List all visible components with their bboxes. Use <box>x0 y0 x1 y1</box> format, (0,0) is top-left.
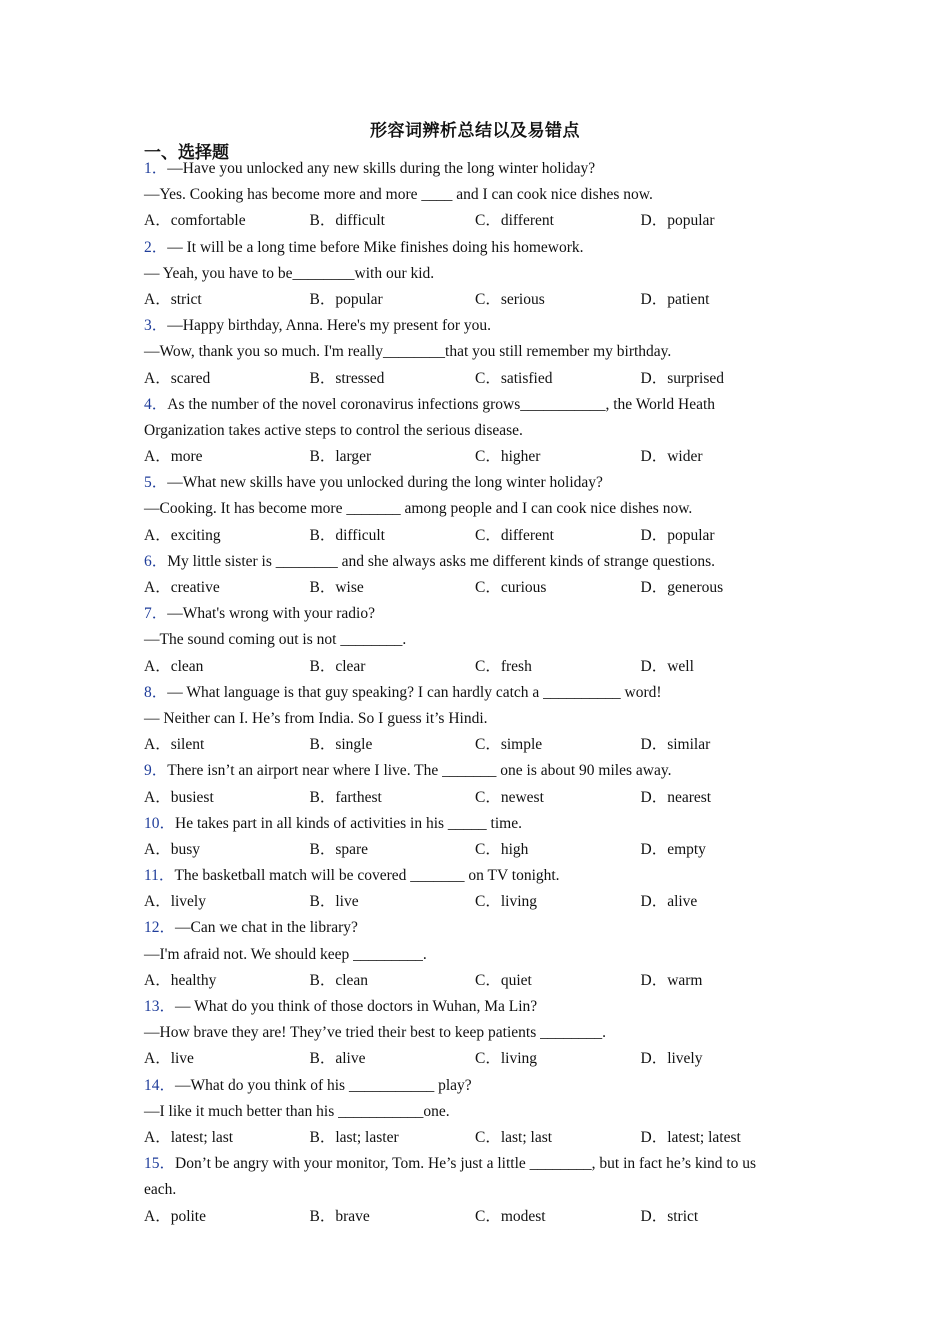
answer-option-a[interactable]: A．clean <box>144 657 204 675</box>
answer-options <box>144 287 824 313</box>
question-stem <box>144 313 824 339</box>
page-title: 形容词辨析总结以及易错点 <box>370 121 580 141</box>
question-line <box>144 1177 824 1203</box>
answer-option-b[interactable]: B．brave <box>309 1207 370 1225</box>
answer-options <box>144 1046 824 1072</box>
question-number: 3． <box>144 317 168 335</box>
question-line <box>144 182 824 208</box>
answer-option-b[interactable]: B．stressed <box>309 369 385 387</box>
answer-option-b[interactable]: B．wise <box>309 579 364 596</box>
question-stem <box>144 549 824 575</box>
question-number: 14． <box>144 1076 176 1094</box>
answer-option-d[interactable]: D．popular <box>640 212 715 230</box>
answer-options <box>144 575 824 601</box>
answer-option-a[interactable]: A．strict <box>144 290 202 308</box>
question-stem <box>144 470 824 496</box>
answer-option-d[interactable]: D．patient <box>640 290 710 308</box>
answer-option-a[interactable]: A．lively <box>144 893 206 911</box>
question-text: —Wow, thank you so much. I'm really________that you still remember my birthday. <box>144 343 672 361</box>
question-text: There isn’t an airport near where I live. The _______ one is about 90 miles away. <box>167 762 672 780</box>
question-text: —I like it much better than his ___________one. <box>144 1102 450 1120</box>
question-line <box>144 1020 824 1046</box>
question-text: —What's wrong with your radio? <box>167 605 375 623</box>
section-heading: 一、选择题 <box>144 143 229 163</box>
answer-option-b[interactable]: B．clean <box>309 971 369 989</box>
answer-option-b[interactable]: B．popular <box>309 290 383 308</box>
answer-options <box>144 366 824 392</box>
answer-option-d[interactable]: D．wider <box>640 448 703 466</box>
question-number: 6． <box>144 552 168 570</box>
answer-option-b[interactable]: B．single <box>309 736 373 754</box>
answer-option-b[interactable]: B．larger <box>309 448 372 466</box>
answer-option-b[interactable]: B．difficult <box>309 526 385 544</box>
answer-option-c[interactable]: C．high <box>475 840 529 858</box>
answer-options <box>144 732 824 758</box>
answer-option-d[interactable]: D．surprised <box>640 369 725 387</box>
question-text: —Happy birthday, Anna. Here's my present for you. <box>167 317 492 335</box>
question-number: 7． <box>144 605 168 623</box>
answer-option-c[interactable]: C．higher <box>475 448 541 466</box>
question-stem <box>144 994 824 1020</box>
answer-options <box>144 1204 824 1230</box>
question-stem <box>144 863 824 889</box>
question-list <box>144 156 824 1230</box>
answer-option-d[interactable]: D．well <box>640 657 694 675</box>
question-text: — What do you think of those doctors in Wuhan, Ma Lin? <box>175 998 538 1015</box>
question-text: —Yes. Cooking has become more and more ____ and I can cook nice dishes now. <box>144 186 653 204</box>
answer-option-a[interactable]: A．comfortable <box>144 212 246 230</box>
answer-option-a[interactable]: A．polite <box>144 1207 206 1225</box>
question-number: 9． <box>144 762 168 780</box>
answer-option-b[interactable]: B．live <box>309 893 359 911</box>
question-number: 13． <box>144 998 176 1015</box>
question-number: 12． <box>144 919 176 937</box>
answer-option-d[interactable]: D．alive <box>640 893 698 911</box>
question-line <box>144 418 824 444</box>
answer-option-a[interactable]: A．busy <box>144 840 200 858</box>
answer-options <box>144 654 824 680</box>
answer-option-c[interactable]: C．living <box>475 893 538 911</box>
question-stem <box>144 1151 824 1177</box>
answer-options <box>144 889 824 915</box>
answer-option-b[interactable]: B．farthest <box>309 788 382 806</box>
answer-option-b[interactable]: B．last; laster <box>309 1128 399 1146</box>
question-text: —How brave they are! They’ve tried their best to keep patients ________. <box>144 1024 606 1042</box>
answer-option-c[interactable]: C．serious <box>475 290 545 308</box>
answer-option-d[interactable]: D．nearest <box>640 788 712 806</box>
answer-options <box>144 523 824 549</box>
answer-option-d[interactable]: D．popular <box>640 526 715 544</box>
answer-option-c[interactable]: C．quiet <box>475 971 532 989</box>
question-text: — Neither can I. He’s from India. So I guess it’s Hindi. <box>144 709 488 727</box>
answer-option-a[interactable]: A．healthy <box>144 971 217 989</box>
answer-option-a[interactable]: A．live <box>144 1050 194 1068</box>
answer-options <box>144 968 824 994</box>
question-number: 8． <box>144 683 168 701</box>
answer-option-d[interactable]: D．strict <box>640 1207 699 1225</box>
question-text: — It will be a long time before Mike finishes doing his homework. <box>167 238 584 256</box>
question-text: He takes part in all kinds of activities in his _____ time. <box>175 814 522 832</box>
answer-option-c[interactable]: C．living <box>475 1050 538 1068</box>
question-number: 10． <box>144 814 176 832</box>
question-stem <box>144 680 824 706</box>
answer-option-d[interactable]: D．lively <box>640 1050 703 1068</box>
answer-option-a[interactable]: A．scared <box>144 369 211 387</box>
question-line <box>144 1099 824 1125</box>
question-text: As the number of the novel coronavirus infections grows___________, the World Heath <box>167 395 716 413</box>
question-line <box>144 706 824 732</box>
question-stem <box>144 156 824 182</box>
question-number: 1． <box>144 160 168 177</box>
question-stem <box>144 601 824 627</box>
question-number: 5． <box>144 474 168 492</box>
answer-option-c[interactable]: C．modest <box>475 1207 546 1225</box>
answer-option-a[interactable]: A．creative <box>144 579 220 596</box>
question-stem <box>144 758 824 784</box>
answer-option-a[interactable]: A．more <box>144 448 203 466</box>
answer-options <box>144 837 824 863</box>
question-text: each. <box>144 1181 177 1199</box>
answer-option-b[interactable]: B．spare <box>309 840 369 858</box>
question-number: 11． <box>144 867 175 885</box>
answer-option-a[interactable]: A．exciting <box>144 526 221 544</box>
answer-option-c[interactable]: C．curious <box>475 579 547 596</box>
answer-option-c[interactable]: C．simple <box>475 736 543 754</box>
question-stem <box>144 235 824 261</box>
question-text: — What language is that guy speaking? I can hardly catch a __________ word! <box>167 683 662 701</box>
question-line <box>144 261 824 287</box>
answer-option-a[interactable]: A．silent <box>144 736 205 754</box>
question-text: My little sister is ________ and she always asks me different kinds of strange questions. <box>167 552 715 570</box>
answer-options <box>144 208 824 234</box>
answer-option-c[interactable]: C．satisfied <box>475 369 553 387</box>
answer-option-c[interactable]: C．newest <box>475 788 544 806</box>
question-text: —What do you think of his ___________ play? <box>175 1076 472 1094</box>
question-text: —What new skills have you unlocked during the long winter holiday? <box>167 474 603 492</box>
question-text: Don’t be angry with your monitor, Tom. He’s just a little ________, but in fact he’s kind to us <box>175 1155 757 1173</box>
answer-options <box>144 785 824 811</box>
answer-option-d[interactable]: D．empty <box>640 840 706 858</box>
question-stem <box>144 1073 824 1099</box>
answer-option-d[interactable]: D．warm <box>640 971 703 989</box>
answer-option-d[interactable]: D．latest; latest <box>640 1128 741 1146</box>
answer-option-c[interactable]: C．last; last <box>475 1128 553 1146</box>
question-number: 15． <box>144 1155 176 1173</box>
question-text: The basketball match will be covered _______ on TV tonight. <box>174 867 560 885</box>
answer-option-b[interactable]: B．clear <box>309 657 366 675</box>
question-text: —The sound coming out is not ________. <box>144 631 407 649</box>
answer-option-c[interactable]: C．different <box>475 212 554 230</box>
answer-option-b[interactable]: B．difficult <box>309 212 385 230</box>
question-line <box>144 942 824 968</box>
answer-option-d[interactable]: D．similar <box>640 736 711 754</box>
question-line <box>144 627 824 653</box>
answer-option-a[interactable]: A．latest; last <box>144 1128 234 1146</box>
question-text: —Have you unlocked any new skills during the long winter holiday? <box>167 160 596 177</box>
answer-option-c[interactable]: C．fresh <box>475 657 532 675</box>
question-stem <box>144 392 824 418</box>
question-number: 2． <box>144 238 168 256</box>
question-text: — Yeah, you have to be________with our kid. <box>144 264 435 282</box>
answer-option-a[interactable]: A．busiest <box>144 788 214 806</box>
question-line <box>144 496 824 522</box>
answer-option-c[interactable]: C．different <box>475 526 554 544</box>
answer-options <box>144 444 824 470</box>
answer-option-b[interactable]: B．alive <box>309 1050 366 1068</box>
question-text: —Can we chat in the library? <box>175 919 358 937</box>
question-stem <box>144 915 824 941</box>
answer-options <box>144 1125 824 1151</box>
question-text: —Cooking. It has become more _______ among people and I can cook nice dishes now. <box>144 500 693 518</box>
question-text: —I'm afraid not. We should keep _________. <box>144 945 427 963</box>
answer-option-d[interactable]: D．generous <box>640 579 724 596</box>
question-number: 4． <box>144 395 168 413</box>
question-stem <box>144 811 824 837</box>
question-line <box>144 339 824 365</box>
question-text: Organization takes active steps to control the serious disease. <box>144 421 523 439</box>
